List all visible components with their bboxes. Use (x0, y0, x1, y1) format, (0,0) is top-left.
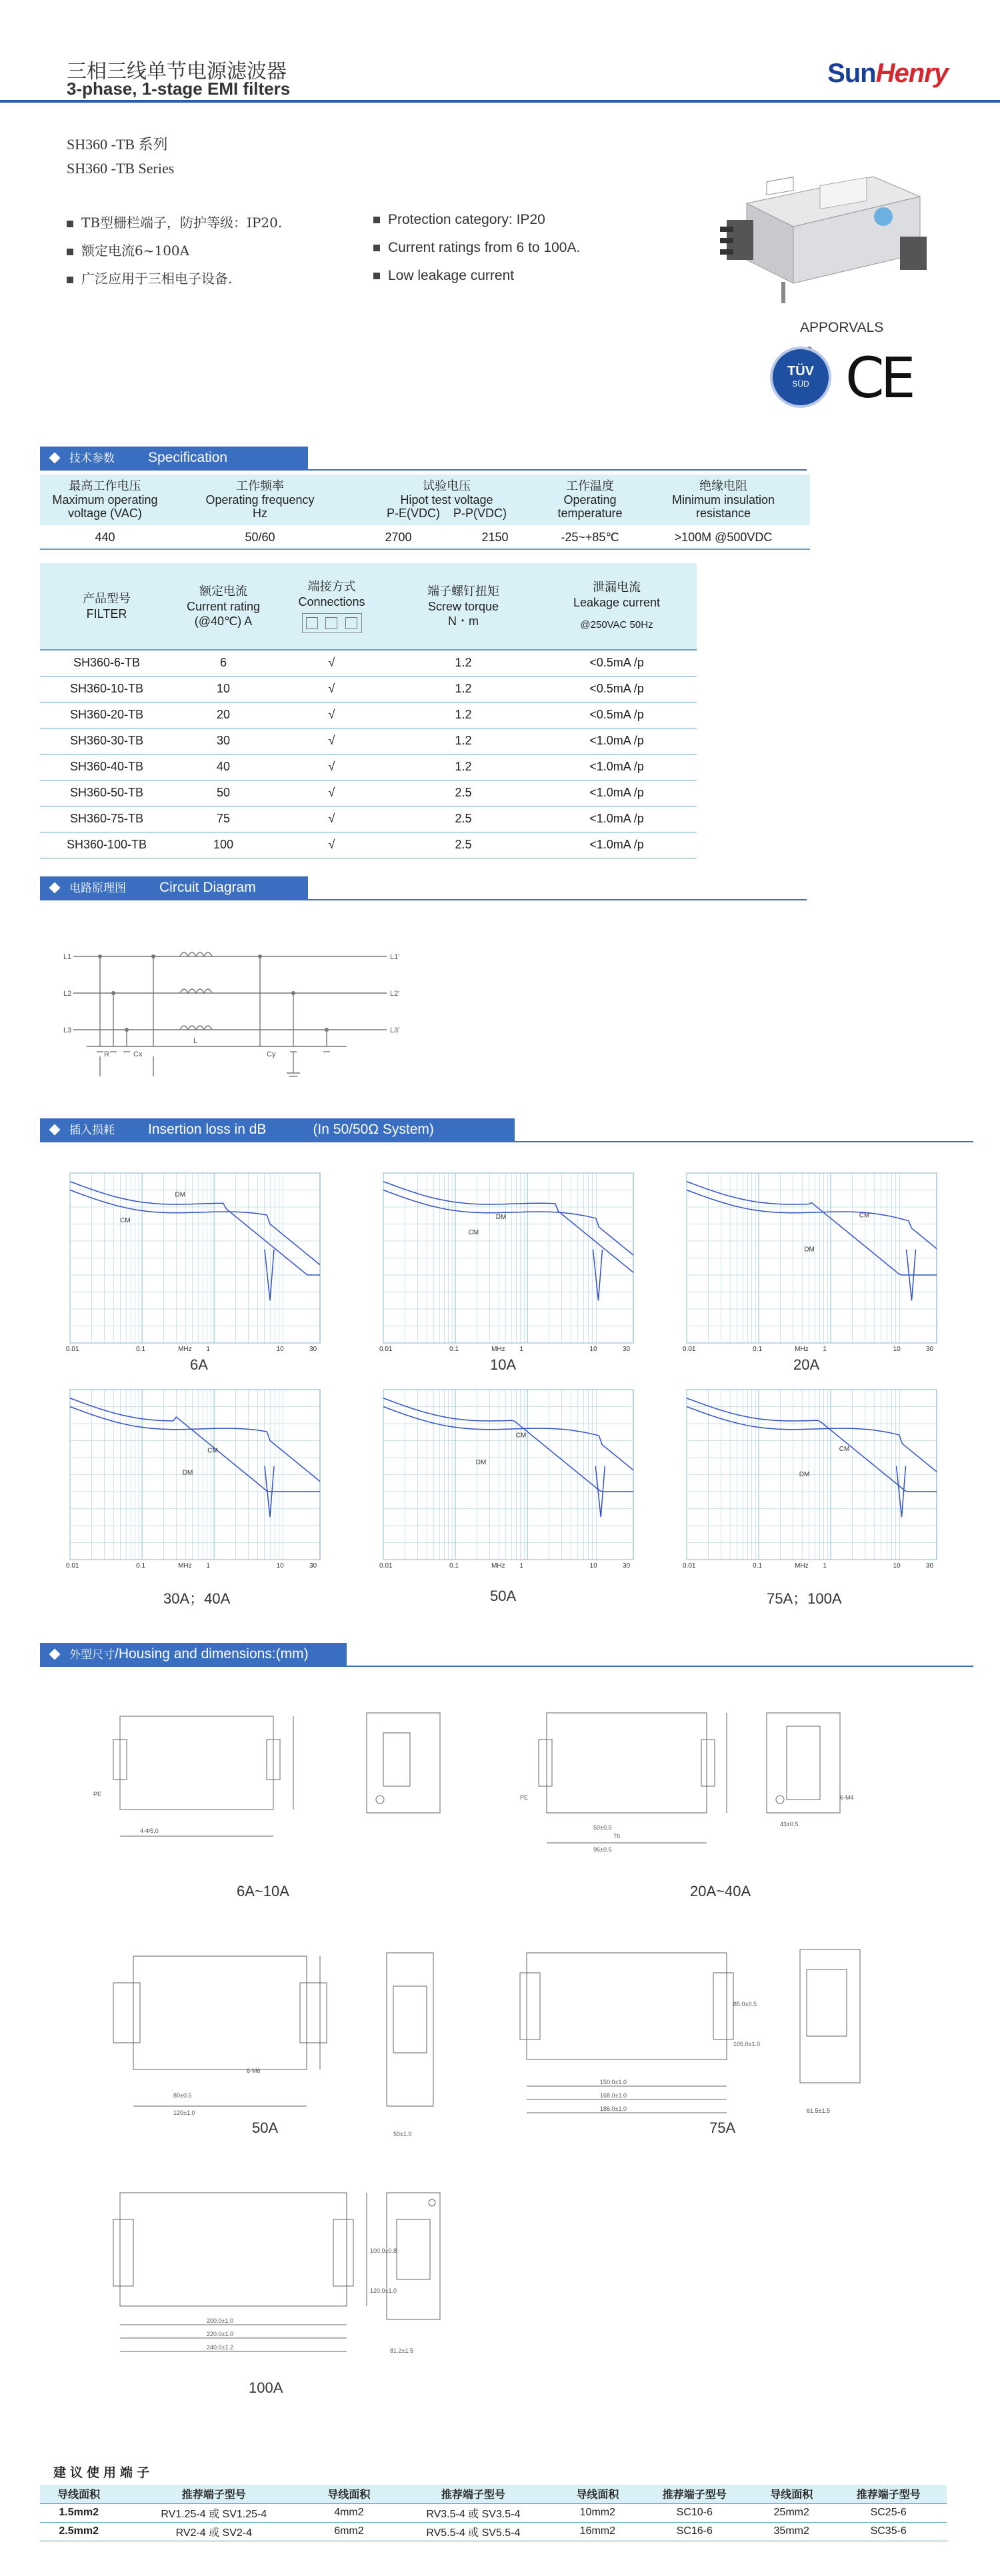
x-unit-label: MHz (178, 1562, 192, 1570)
caption-100a: 100A (249, 2379, 283, 2396)
filter-row (40, 676, 697, 702)
series-en: SH360 -TB Series (67, 160, 175, 177)
filter-cell-current: 20 (173, 702, 273, 728)
x-unit-label: MHz (795, 1562, 809, 1570)
svg-text:4-Φ5.0: 4-Φ5.0 (140, 1828, 159, 1834)
insertion-chart (63, 1386, 327, 1570)
filter-cell-leak: <1.0mA /p (537, 780, 697, 806)
filter-cell-leak: <0.5mA /p (537, 650, 697, 676)
housing-underline (40, 1666, 973, 1667)
cm-label: CM (839, 1445, 850, 1453)
filter-cell-conn: √ (273, 832, 390, 858)
filter-cell-current: 30 (173, 728, 273, 754)
svg-text:105.0±1.0: 105.0±1.0 (733, 2041, 760, 2047)
x-tick-label: 30 (309, 1562, 317, 1570)
x-unit-label: MHz (178, 1346, 192, 1353)
svg-text:76: 76 (613, 1833, 621, 1840)
drawing-50a-side (380, 1946, 460, 2146)
terminal-row (40, 2522, 947, 2541)
svg-text:240.0±1.2: 240.0±1.2 (207, 2344, 233, 2351)
svg-text:85.0±0.5: 85.0±0.5 (733, 2001, 757, 2007)
x-unit-label: MHz (491, 1562, 505, 1570)
x-tick-label: 0.01 (379, 1562, 393, 1570)
terminal-cell: 35mm2 (753, 2522, 830, 2541)
filter-row (40, 728, 697, 754)
x-tick-label: 0.01 (683, 1346, 696, 1353)
series-cn: SH360 -TB 系列 (67, 136, 168, 153)
filter-cell-leak: <1.0mA /p (537, 754, 697, 780)
insertion-underline (40, 1141, 973, 1142)
product-image (720, 170, 940, 310)
terminal-cell: SC35-6 (830, 2522, 947, 2541)
spec-section-bar: 技术参数 Specification (40, 447, 308, 469)
cm-label: CM (207, 1447, 218, 1455)
svg-text:186.0±1.0: 186.0±1.0 (600, 2105, 627, 2112)
filter-cell-model: SH360-100-TB (40, 832, 173, 858)
header-divider (0, 100, 1000, 103)
x-tick-label: 30 (926, 1346, 934, 1353)
terminal-cell: RV3.5-4 或 SV3.5-4 (388, 2503, 559, 2522)
filter-cell-current: 6 (173, 650, 273, 676)
x-tick-label: 0.1 (753, 1346, 763, 1353)
x-tick-label: 30 (623, 1562, 631, 1570)
cm-label: CM (515, 1432, 527, 1440)
filter-cell-conn: √ (273, 780, 390, 806)
drawing-100a (93, 2179, 400, 2379)
svg-text:220.0±1.0: 220.0±1.0 (207, 2331, 233, 2337)
circuit-section-bar: 电路原理图 Circuit Diagram (40, 876, 308, 899)
terminal-cell: RV5.5-4 或 SV5.5-4 (388, 2522, 559, 2541)
caption-20a: 20A~40A (690, 1883, 751, 1900)
x-tick-label: 0.1 (136, 1346, 146, 1353)
circuit-r: R (104, 1050, 109, 1058)
filter-cell-current: 50 (173, 780, 273, 806)
filter-cell-torque: 2.5 (390, 832, 537, 858)
svg-text:PE: PE (520, 1794, 529, 1801)
feature-en-3: Low leakage current (373, 268, 514, 284)
circuit-l1o: L1' (390, 953, 400, 961)
x-tick-label: 30 (309, 1346, 317, 1353)
insertion-chart (680, 1170, 943, 1353)
svg-text:PE: PE (93, 1791, 102, 1798)
filter-cell-torque: 1.2 (390, 702, 537, 728)
filter-cell-current: 40 (173, 754, 273, 780)
filter-row (40, 780, 697, 806)
filter-cell-model: SH360-50-TB (40, 780, 173, 806)
x-tick-label: 10 (276, 1346, 284, 1353)
x-tick-label: 0.1 (136, 1562, 146, 1570)
terminal-header: 推荐端子型号 (388, 2485, 559, 2503)
terminal-header: 导线面积 (40, 2485, 117, 2503)
drawing-75a (513, 1939, 760, 2139)
filter-cell-current: 10 (173, 676, 273, 702)
insertion-section-bar: 插入损耗 Insertion loss in dB (In 50/50Ω System) (40, 1118, 515, 1141)
filter-cell-model: SH360-20-TB (40, 702, 173, 728)
filter-cell-leak: <1.0mA /p (537, 832, 697, 858)
filter-cell-model: SH360-10-TB (40, 676, 173, 702)
x-tick-label: 10 (276, 1562, 284, 1570)
filter-cell-model: SH360-6-TB (40, 650, 173, 676)
insertion-chart (63, 1170, 327, 1353)
svg-text:150.0±1.0: 150.0±1.0 (600, 2079, 627, 2085)
drawing-20a-side (760, 1700, 867, 1833)
circuit-l3o: L3' (390, 1026, 400, 1034)
terminals-title: 建议使用端子 (53, 2465, 154, 2480)
filter-cell-current: 75 (173, 806, 273, 832)
drawing-20a (507, 1693, 747, 1866)
insertion-chart (680, 1386, 943, 1570)
filter-table: 产品型号 FILTER 额定电流 Current rating (@40℃) A 端接方式 Connections 端子螺钉扭矩 Screw torque N・m 泄漏电流 Leakage current @250VAC 50Hz SH360-6-TB 6 √ 1.2 <0.5mA /p SH360-10-TB 10 √ 1.2 <0.5mA /p SH360-20-TB 20 √ 1.2 <0.5mA /p SH360-30-TB 30 √ 1.2 <1.0mA /p SH360-40-TB 40 √ 1.2 <1.0mA /p SH360-50-TB 50 √ 2.5 <1.0mA /p SH360-75-TB 75 √ 2.5 <1.0mA /p SH360-100-TB 100 √ 2.5 <1.0mA /p (40, 563, 697, 858)
filter-row (40, 806, 697, 832)
terminal-header: 推荐端子型号 (637, 2485, 753, 2503)
x-tick-label: 1 (519, 1346, 523, 1353)
terminal-cell: 10mm2 (559, 2503, 636, 2522)
terminal-header: 导线面积 (310, 2485, 387, 2503)
terminal-header: 推荐端子型号 (830, 2485, 947, 2503)
caption-50a: 50A (252, 2119, 279, 2136)
terminal-cell: 1.5mm2 (40, 2503, 117, 2522)
x-tick-label: 1 (519, 1562, 523, 1570)
x-tick-label: 1 (206, 1346, 210, 1353)
dm-label: DM (475, 1459, 487, 1467)
terminal-cell: 4mm2 (310, 2503, 387, 2522)
x-tick-label: 0.1 (449, 1346, 459, 1353)
terminal-header: 导线面积 (753, 2485, 830, 2503)
svg-text:50±1.0: 50±1.0 (393, 2131, 412, 2137)
filter-cell-leak: <0.5mA /p (537, 676, 697, 702)
terminal-cell: 2.5mm2 (40, 2522, 117, 2541)
terminal-cell: SC25-6 (830, 2503, 947, 2522)
insertion-caption: 10A (490, 1356, 517, 1373)
terminal-cell: 25mm2 (753, 2503, 830, 2522)
brand-logo: SunHenry (827, 59, 948, 88)
dm-label: DM (495, 1213, 507, 1221)
x-tick-label: 10 (893, 1346, 901, 1353)
svg-text:168.0±1.0: 168.0±1.0 (600, 2092, 627, 2099)
feature-en-2: Current ratings from 6 to 100A. (373, 240, 580, 256)
filter-cell-torque: 2.5 (390, 780, 537, 806)
dm-label: DM (182, 1469, 193, 1477)
x-tick-label: 1 (206, 1562, 210, 1570)
x-tick-label: 10 (893, 1562, 901, 1570)
filter-cell-model: SH360-40-TB (40, 754, 173, 780)
x-tick-label: 0.1 (449, 1562, 459, 1570)
terminal-cell: 16mm2 (559, 2522, 636, 2541)
spec-underline (40, 469, 807, 471)
drawing-6a-side (360, 1700, 453, 1833)
svg-text:100.0±0.8: 100.0±0.8 (370, 2247, 397, 2254)
svg-text:43±0.5: 43±0.5 (780, 1821, 799, 1828)
terminal-cell: 6mm2 (310, 2522, 387, 2541)
insertion-caption: 50A (490, 1588, 517, 1604)
x-tick-label: 1 (823, 1346, 827, 1353)
filter-cell-torque: 1.2 (390, 754, 537, 780)
dm-label: DM (175, 1191, 186, 1199)
filter-cell-conn: √ (273, 676, 390, 702)
cm-label: CM (859, 1212, 870, 1220)
insertion-caption: 20A (793, 1356, 820, 1373)
insertion-chart (377, 1386, 640, 1570)
filter-cell-conn: √ (273, 702, 390, 728)
circuit-diagram (60, 940, 433, 1093)
filter-cell-model: SH360-30-TB (40, 728, 173, 754)
circuit-underline (40, 899, 807, 900)
terminal-cell: SC10-6 (637, 2503, 753, 2522)
insertion-caption: 75A；100A (767, 1590, 842, 1607)
filter-cell-conn: √ (273, 754, 390, 780)
title-en: 3-phase, 1-stage EMI filters (67, 79, 291, 99)
terminal-cell: RV2-4 或 SV2-4 (117, 2522, 310, 2541)
feature-cn-1: TB型栅栏端子，防护等级：IP20. (67, 212, 282, 231)
x-tick-label: 1 (823, 1562, 827, 1570)
caption-6a: 6A~10A (237, 1883, 289, 1900)
ce-icon: CE (845, 345, 912, 411)
x-tick-label: 0.01 (66, 1346, 79, 1353)
terminals-table (40, 2485, 947, 2541)
cm-label: CM (120, 1216, 131, 1224)
circuit-cx: Cx (133, 1050, 143, 1058)
tuv-icon: TÜV SÜD (770, 347, 831, 408)
filter-row (40, 832, 697, 858)
drawing-6a (80, 1696, 320, 1870)
x-tick-label: 0.01 (379, 1346, 393, 1353)
insertion-caption: 30A；40A (163, 1590, 231, 1607)
drawing-100a-side (380, 2186, 453, 2373)
insertion-caption: 6A (190, 1356, 208, 1373)
svg-text:61.5±1.5: 61.5±1.5 (807, 2107, 830, 2114)
filter-cell-conn: √ (273, 650, 390, 676)
x-unit-label: MHz (795, 1346, 809, 1353)
filter-cell-current: 100 (173, 832, 273, 858)
drawing-50a (100, 1943, 340, 2123)
drawing-75a-side (793, 1943, 873, 2129)
filter-cell-torque: 1.2 (390, 728, 537, 754)
insertion-chart (377, 1170, 640, 1353)
circuit-l2: L2 (63, 990, 72, 998)
x-unit-label: MHz (491, 1346, 505, 1353)
terminal-cell: SC16-6 (637, 2522, 753, 2541)
terminal-header: 推荐端子型号 (117, 2485, 310, 2503)
feature-en-1: Protection category: IP20 (373, 212, 545, 228)
dm-label: DM (804, 1246, 815, 1254)
filter-cell-torque: 1.2 (390, 650, 537, 676)
filter-cell-conn: √ (273, 728, 390, 754)
svg-text:120.0±1.0: 120.0±1.0 (370, 2287, 397, 2294)
x-tick-label: 10 (589, 1346, 597, 1353)
x-tick-label: 10 (589, 1562, 597, 1570)
title-cn: 三相三线单节电源滤波器 (67, 60, 287, 83)
svg-text:200.0±1.0: 200.0±1.0 (207, 2317, 233, 2324)
filter-cell-torque: 1.2 (390, 676, 537, 702)
dm-label: DM (799, 1471, 810, 1479)
svg-text:50±0.5: 50±0.5 (593, 1824, 612, 1831)
circuit-cy: Cy (267, 1050, 276, 1058)
circuit-l: L (193, 1037, 198, 1045)
filter-cell-torque: 2.5 (390, 806, 537, 832)
svg-text:96±0.5: 96±0.5 (593, 1846, 612, 1853)
x-tick-label: 30 (926, 1562, 934, 1570)
approvals-label: APPORVALS (800, 320, 884, 335)
x-tick-label: 0.01 (66, 1562, 79, 1570)
caption-75a: 75A (709, 2119, 736, 2136)
circuit-l2o: L2' (390, 990, 400, 998)
terminal-header: 导线面积 (559, 2485, 636, 2503)
x-tick-label: 30 (623, 1346, 631, 1353)
cm-label: CM (468, 1228, 479, 1236)
svg-text:120±1.0: 120±1.0 (173, 2109, 195, 2116)
filter-cell-leak: <1.0mA /p (537, 728, 697, 754)
svg-text:81.2±1.5: 81.2±1.5 (390, 2347, 413, 2354)
filter-cell-conn: √ (273, 806, 390, 832)
filter-row (40, 702, 697, 728)
svg-text:6-M4: 6-M4 (840, 1794, 854, 1801)
housing-section-bar: 外型尺寸/Housing and dimensions:(mm) (40, 1643, 347, 1666)
x-tick-label: 0.1 (753, 1562, 763, 1570)
svg-text:80±0.5: 80±0.5 (173, 2092, 192, 2099)
circuit-l1: L1 (63, 953, 72, 961)
feature-cn-2: 额定电流6~100A (67, 240, 189, 259)
filter-cell-model: SH360-75-TB (40, 806, 173, 832)
feature-cn-3: 广泛应用于三相电子设备. (67, 268, 232, 287)
filter-cell-leak: <1.0mA /p (537, 806, 697, 832)
terminal-cell: RV1.25-4 或 SV1.25-4 (117, 2503, 310, 2522)
x-tick-label: 0.01 (683, 1562, 696, 1570)
svg-text:6-M6: 6-M6 (247, 2067, 261, 2074)
filter-row (40, 754, 697, 780)
filter-row (40, 650, 697, 676)
filter-cell-leak: <0.5mA /p (537, 702, 697, 728)
terminal-row (40, 2503, 947, 2522)
spec-table: 最高工作电压 Maximum operating voltage (VAC) 工作频率 Operating frequency Hz 试验电压 Hipot test voltage P-E(VDC) P-P(VDC) 工作温度 Operating temperature 绝缘电阻 Minimum insulation resistance 440 50/60 2700 2150 -25~+85℃ >100M @500VDC (40, 475, 810, 550)
circuit-l3: L3 (63, 1026, 72, 1034)
